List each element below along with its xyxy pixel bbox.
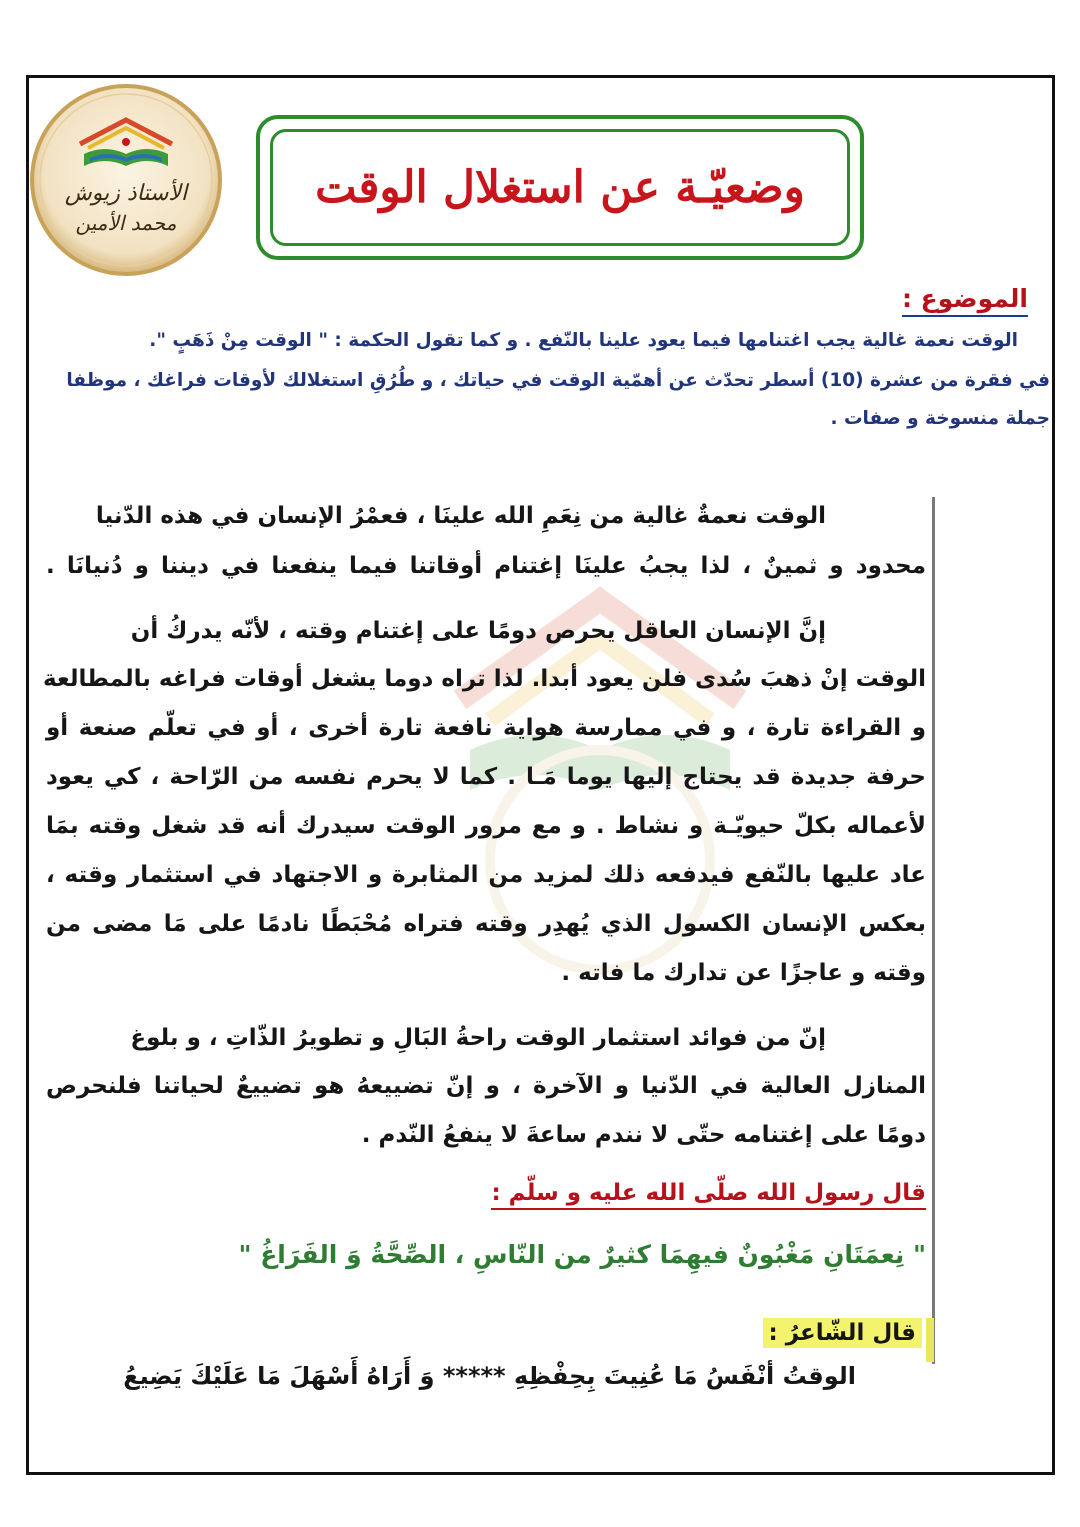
logo-line-2: محمد الأمين <box>75 211 177 235</box>
poet-heading: قال الشّاعرُ : <box>763 1318 922 1348</box>
topic-heading: الموضوع : <box>902 284 1028 317</box>
essay-p3-line-3: دومًا على إغتنامه حتّى لا نندم ساعةَ لا ينفعُ النّدم . <box>361 1122 926 1148</box>
poem-line: الوقتُ أنْفَسُ مَا عُنِيتَ بِحِفْظِهِ ***** وَ أَرَاهُ أَسْهَلَ مَا عَلَيْكَ يَضِيعُ <box>123 1362 856 1390</box>
essay-p2-line-8: وقته و عاجزًا عن تدارك ما فاته . <box>561 960 926 986</box>
topic-line-3: جملة منسوخة و صفات . <box>830 408 1050 429</box>
topic-line-1: الوقت نعمة غالية يجب اغتنامها فيما يعود علينا بالنّفع . و كما تقول الحكمة : " الوقت مِنْ ذَهَبٍ ". <box>149 330 1018 351</box>
title-box <box>256 115 864 260</box>
essay-p1-line-1: الوقت نعمةٌ غالية من نِعَمِ الله علينَا ، فعمْرُ الإنسان في هذه الدّنيا <box>95 503 826 529</box>
essay-side-rule <box>932 497 935 1364</box>
page-title: وضعيّـة عن استغلال الوقت <box>315 162 805 213</box>
topic-line-2: في فقرة من عشرة (10) أسطر تحدّث عن أهمّية الوقت في حياتك ، و طُرُقِ استغلالك لأوقات فراغك ، موظفا <box>66 370 1050 391</box>
essay-p2-line-4: حرفة جديدة قد يحتاج إليها يوما مَـا . كما لا يحرم نفسه من الرّاحة ، كي يعود <box>46 764 926 790</box>
essay-p2-line-1: إنَّ الإنسان العاقل يحرص دومًا على إغتنام وقته ، لأنّه يدركُ أن <box>130 618 826 644</box>
essay-p3-line-2: المنازل العالية في الدّنيا و الآخرة ، و إنّ تضييعهُ هو تضييعٌ لحياتنا فلنحرص <box>46 1073 926 1099</box>
hadith-text: " نِعمَتَانِ مَغْبُونٌ فيهِمَا كثيرٌ من النّاسِ ، الصِّحَّةُ وَ الفَرَاغُ " <box>238 1240 926 1269</box>
essay-p2-line-7: بعكس الإنسان الكسول الذي يُهدِر وقته فتراه مُحْبَطًا نادمًا على مَا مضى من <box>46 911 926 937</box>
author-logo <box>28 82 224 278</box>
essay-p2-line-3: و القراءة تارة ، و في ممارسة هواية نافعة تارة أخرى ، أو في تعلّم صنعة أو <box>46 715 926 741</box>
essay-p2-line-2: الوقت إنْ ذهبَ سُدى فلن يعود أبدا. لذا تراه دوما يشغل أوقات فراغه بالمطالعة <box>42 666 926 692</box>
hadith-heading: قال رسول الله صلّى الله عليه و سلّم : <box>491 1180 926 1210</box>
essay-p2-line-5: لأعماله بكلّ حيويّـة و نشاط . و مع مرور الوقت سيدرك أنه قد شغل وقته بمَا <box>46 813 926 839</box>
highlight-accent <box>926 1318 934 1362</box>
essay-p1-line-2: محدود و ثمينٌ ، لذا يجبُ علينَا إغتنام أوقاتنا فيما ينفعنا في ديننا و دُنيانَا . <box>46 553 926 579</box>
logo-line-1: الأستاذ زيوش <box>64 181 188 206</box>
essay-p3-line-1: إنّ من فوائد استثمار الوقت راحةُ البَالِ و تطويرُ الذّاتِ ، و بلوغ <box>130 1025 826 1051</box>
essay-p2-line-6: عاد عليها بالنّفع فيدفعه ذلك لمزيد من المثابرة و الاجتهاد في استثمار وقته ، <box>46 862 926 888</box>
